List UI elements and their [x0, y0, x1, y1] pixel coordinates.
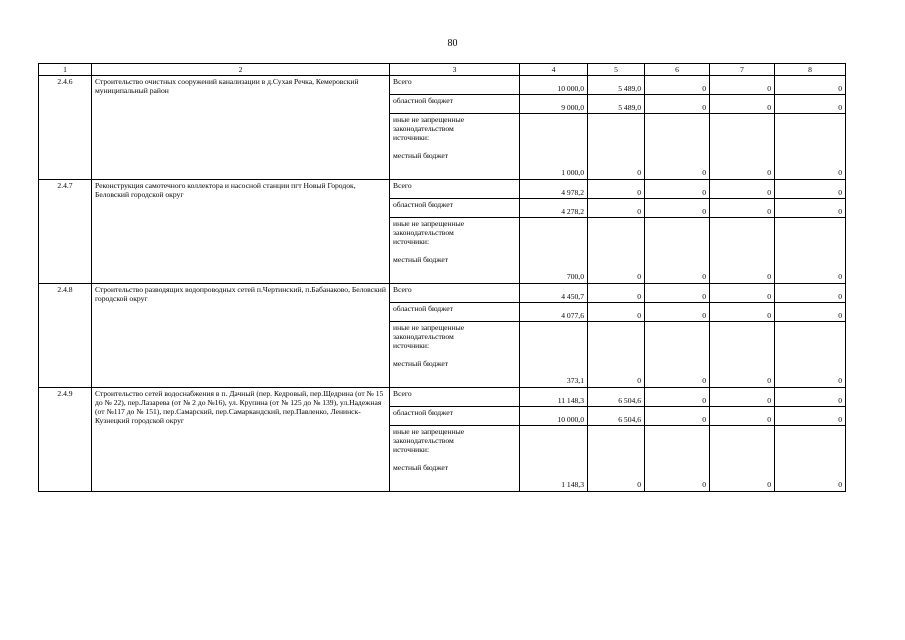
amount-cell: 0 [775, 322, 846, 388]
column-number: 3 [390, 64, 520, 76]
column-number: 5 [588, 64, 645, 76]
amount-cell: 10 000,0 [520, 407, 588, 426]
column-number: 7 [710, 64, 775, 76]
funding-source: Всего [390, 284, 520, 303]
amount-cell: 0 [588, 218, 645, 284]
amount-cell: 0 [775, 180, 846, 199]
item-code: 2.4.9 [39, 388, 92, 492]
amount-cell: 0 [710, 218, 775, 284]
amount-cell: 4 278,2 [520, 199, 588, 218]
funding-source-line: иные не запрещенные [393, 115, 465, 124]
table-row [39, 76, 846, 95]
funding-source-line: источники: [393, 237, 430, 246]
funding-source [390, 218, 520, 284]
item-code: 2.4.8 [39, 284, 92, 388]
amount-cell: 0 [588, 303, 645, 322]
amount-cell: 0 [645, 76, 710, 95]
amount-cell: 0 [710, 76, 775, 95]
funding-source-line: источники: [393, 445, 430, 454]
amount-cell: 0 [588, 322, 645, 388]
amount-cell: 0 [710, 322, 775, 388]
amount-cell: 0 [775, 407, 846, 426]
funding-source-line: законодательством [393, 228, 454, 237]
amount-cell: 0 [645, 114, 710, 180]
amount-cell: 0 [775, 303, 846, 322]
amount-cell: 0 [588, 426, 645, 492]
funding-source-line: законодательством [393, 332, 454, 341]
funding-source-line: местный бюджет [393, 151, 449, 160]
column-number: 2 [92, 64, 390, 76]
page-number: 80 [447, 38, 458, 49]
funding-source-line: иные не запрещенные [393, 323, 465, 332]
funding-source: областной бюджет [390, 303, 520, 322]
amount-cell: 373,1 [520, 322, 588, 388]
amount-cell: 0 [710, 199, 775, 218]
funding-source: областной бюджет [390, 95, 520, 114]
column-number: 6 [645, 64, 710, 76]
item-code: 2.4.6 [39, 76, 92, 180]
funding-source-line: законодательством [393, 436, 454, 445]
amount-cell: 0 [645, 407, 710, 426]
funding-source [390, 322, 520, 388]
item-name: Реконструкция самотечного коллектора и насосной станции пгт Новый Городок, Беловский городской округ [92, 180, 390, 284]
amount-cell: 1 148,3 [520, 426, 588, 492]
amount-cell: 0 [775, 284, 846, 303]
amount-cell: 0 [775, 426, 846, 492]
amount-cell: 700,0 [520, 218, 588, 284]
amount-cell: 11 148,3 [520, 388, 588, 407]
amount-cell: 0 [645, 426, 710, 492]
amount-cell: 0 [710, 180, 775, 199]
amount-cell: 0 [645, 303, 710, 322]
amount-cell: 0 [710, 114, 775, 180]
amount-cell: 10 000,0 [520, 76, 588, 95]
item-name: Строительство очистных сооружений канализации в д.Сухая Речка, Кемеровский муниципальный район [92, 76, 390, 180]
funding-source: областной бюджет [390, 199, 520, 218]
amount-cell: 0 [710, 388, 775, 407]
amount-cell: 5 489,0 [588, 95, 645, 114]
amount-cell: 0 [710, 407, 775, 426]
funding-source: Всего [390, 180, 520, 199]
amount-cell: 0 [710, 426, 775, 492]
amount-cell: 0 [775, 388, 846, 407]
funding-source: Всего [390, 388, 520, 407]
column-number: 1 [39, 64, 92, 76]
amount-cell: 0 [645, 388, 710, 407]
table-row [39, 180, 846, 199]
amount-cell: 0 [645, 284, 710, 303]
funding-source [390, 114, 520, 180]
amount-cell: 0 [645, 322, 710, 388]
amount-cell: 0 [775, 218, 846, 284]
column-number: 4 [520, 64, 588, 76]
amount-cell: 4 978,2 [520, 180, 588, 199]
funding-source-line: иные не запрещенные [393, 219, 465, 228]
amount-cell: 0 [588, 199, 645, 218]
amount-cell: 0 [710, 95, 775, 114]
funding-source [390, 426, 520, 492]
table-row [39, 284, 846, 303]
amount-cell: 0 [645, 218, 710, 284]
amount-cell: 0 [710, 303, 775, 322]
funding-source-line: местный бюджет [393, 255, 449, 264]
amount-cell: 0 [645, 180, 710, 199]
amount-cell: 5 489,0 [588, 76, 645, 95]
amount-cell: 0 [775, 114, 846, 180]
item-name: Строительство разводящих водопроводных сетей п.Чертинский, п.Бабанаково, Беловский городской округ [92, 284, 390, 388]
funding-source-line: законодательством [393, 124, 454, 133]
funding-source: Всего [390, 76, 520, 95]
amount-cell: 0 [588, 114, 645, 180]
funding-source-line: источники: [393, 341, 430, 350]
amount-cell: 4 450,7 [520, 284, 588, 303]
funding-source-line: местный бюджет [393, 359, 449, 368]
amount-cell: 0 [710, 284, 775, 303]
funding-source-line: источники: [393, 133, 430, 142]
amount-cell: 0 [645, 199, 710, 218]
budget-table [38, 63, 846, 492]
amount-cell: 0 [588, 180, 645, 199]
funding-source: областной бюджет [390, 407, 520, 426]
amount-cell: 0 [588, 284, 645, 303]
amount-cell: 0 [775, 76, 846, 95]
amount-cell: 4 077,6 [520, 303, 588, 322]
amount-cell: 0 [775, 95, 846, 114]
amount-cell: 9 000,0 [520, 95, 588, 114]
item-code: 2.4.7 [39, 180, 92, 284]
amount-cell: 0 [775, 199, 846, 218]
amount-cell: 0 [645, 95, 710, 114]
amount-cell: 6 504,6 [588, 407, 645, 426]
funding-source-line: местный бюджет [393, 463, 449, 472]
amount-cell: 6 504,6 [588, 388, 645, 407]
column-number: 8 [775, 64, 846, 76]
table-row [39, 388, 846, 407]
funding-source-line: иные не запрещенные [393, 427, 465, 436]
item-name: Строительство сетей водоснабжения в п. Дачный (пер. Кедровый, пер.Щедрина (от № 15 до № 22), пер.Лазарева (от № 2 до №16), ул. Крупина (от № 125 до № 139), ул.Надежная (от №117 до № 151), пер.Самарский, пер.Самаркандский, пер.Павленко, Ленинск-Кузнецкий городской округ [92, 388, 390, 492]
column-number-row [39, 64, 846, 76]
amount-cell: 1 000,0 [520, 114, 588, 180]
